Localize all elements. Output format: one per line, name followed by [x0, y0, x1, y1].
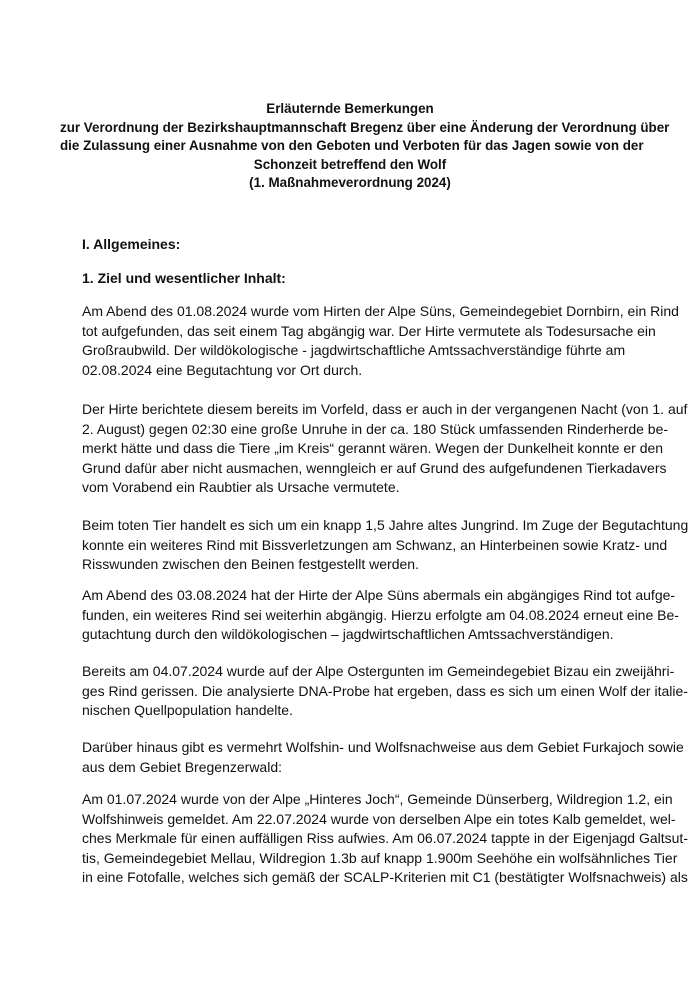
paragraph-line: 2. August) gegen 02:30 eine große Unruhe in der ca. 180 Stück umfassenden Rinderherde be-: [82, 420, 669, 437]
paragraph-line: funden, ein weiteres Rind sei weiterhin abgängig. Hierzu erfolgte am 04.08.2024 erneut eine Be-: [82, 606, 679, 623]
paragraph-line: in eine Fotofalle, welches sich gemäß der SCALP-Kriterien mit C1 (bestätigter Wolfsnachweis) als: [82, 869, 688, 886]
paragraph-5: [82, 662, 688, 721]
paragraph-line: aus dem Gebiet Bregenzerwald:: [82, 758, 282, 775]
section-heading: I. Allgemeines:: [82, 236, 181, 252]
title-line-1: Erläuternde Bemerkungen: [266, 101, 434, 116]
paragraph-line: Darüber hinaus gibt es vermehrt Wolfshin- und Wolfsnachweise aus dem Gebiet Furkajoch sowie: [82, 739, 684, 755]
title-line-5: (1. Maßnahmeverordnung 2024): [249, 175, 451, 190]
paragraph-line: ges Rind gerissen. Die analysierte DNA-Probe hat ergeben, dass es sich um einen Wolf der italie-: [82, 682, 688, 699]
paragraph-4: [82, 586, 679, 645]
paragraph-6: [82, 738, 684, 777]
paragraph-line: konnte ein weiteres Rind mit Bissverletzungen am Schwanz, an Hinterbeinen sowie Kratz- und: [82, 536, 668, 553]
paragraph-line: Am 01.07.2024 wurde von der Alpe „Hinteres Joch“, Gemeinde Dünserberg, Wildregion 1.2, ein: [82, 791, 673, 807]
paragraph-1: [82, 302, 679, 380]
paragraph-line: tot aufgefunden, das seit einem Tag abgängig war. Der Hirte vermutete als Todesursache ein: [82, 322, 656, 339]
paragraph-2: [82, 400, 688, 498]
paragraph-line: ches Merkmale für einen auffälligen Riss aufwies. Am 06.07.2024 tappte in der Eigenjagd Galtsut-: [82, 830, 688, 847]
subsection-heading: 1. Ziel und wesentlicher Inhalt:: [82, 270, 286, 286]
title-line-3: die Zulassung einer Ausnahme von den Geboten und Verboten für das Jagen sowie von der: [60, 138, 644, 153]
paragraph-line: Grund dafür aber nicht ausmachen, wenngleich er auf Grund des aufgefundenen Tierkadavers: [82, 459, 667, 476]
paragraph-line: Beim toten Tier handelt es sich um ein knapp 1,5 Jahre altes Jungrind. Im Zuge der Begutachtung: [82, 517, 689, 533]
paragraph-line: Der Hirte berichtete diesem bereits im Vorfeld, dass er auch in der vergangenen Nacht (von 1. auf: [82, 401, 688, 417]
paragraph-line: tis, Gemeindegebiet Mellau, Wildregion 1.3b auf knapp 1.900m Seehöhe ein wolfsähnliches Tier: [82, 849, 678, 866]
paragraph-3: [82, 516, 689, 575]
paragraph-line: nischen Quellpopulation handelte.: [82, 702, 293, 719]
title-line-2: zur Verordnung der Bezirkshauptmannschaft Bregenz über eine Änderung der Verordnung über: [60, 119, 670, 135]
paragraph-line: Wolfshinweis gemeldet. Am 22.07.2024 wurde von derselben Alpe ein totes Kalb gemeldet, wel-: [82, 810, 676, 827]
document-title: [60, 100, 670, 193]
paragraph-line: Am Abend des 01.08.2024 wurde vom Hirten der Alpe Süns, Gemeindegebiet Dornbirn, ein Rind: [82, 303, 679, 319]
paragraph-7: [82, 790, 688, 888]
paragraph-line: vom Vorabend ein Raubtier als Ursache vermutete.: [82, 479, 400, 496]
paragraph-line: 02.08.2024 eine Begutachtung vor Ort durch.: [82, 361, 363, 378]
paragraph-line: Bereits am 04.07.2024 wurde auf der Alpe Ostergunten im Gemeindegebiet Bizau ein zweijähri-: [82, 663, 675, 679]
paragraph-line: Risswunden zwischen den Beinen festgestellt werden.: [82, 556, 419, 573]
paragraph-line: Großraubwild. Der wildökologische - jagdwirtschaftliche Amtssachverständige führte am: [82, 342, 626, 359]
title-line-4: Schonzeit betreffend den Wolf: [253, 156, 447, 172]
paragraph-line: merkt hätte und dass die Tiere „im Kreis“ gerannt wären. Wegen der Dunkelheit konnte er den: [82, 440, 664, 457]
paragraph-line: Am Abend des 03.08.2024 hat der Hirte der Alpe Süns abermals ein abgängiges Rind tot aufge-: [82, 587, 676, 603]
paragraph-line: gutachtung durch den wildökologischen – jagdwirtschaftlichen Amtssachverständigen.: [82, 626, 614, 643]
